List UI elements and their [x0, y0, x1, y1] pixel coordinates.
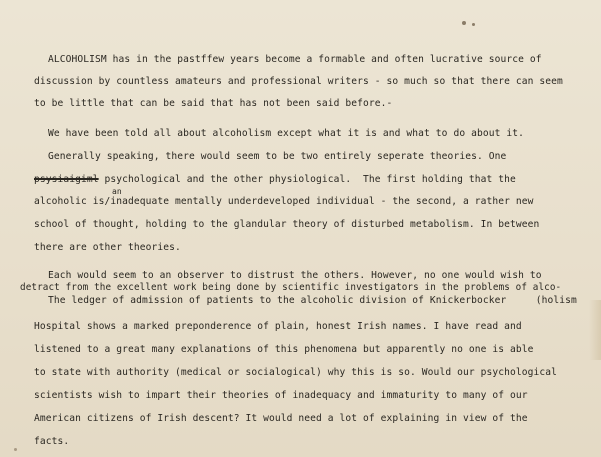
text-line-6 — [34, 174, 516, 186]
text-line-6-rest: psychological and the other physiological. The first holding that the — [98, 174, 516, 185]
text-line-1: ALCOHOLISM has in the pastffew years become a formable and often lucrative source of — [48, 54, 542, 65]
text-line-18: facts. — [34, 436, 70, 447]
text-line-11: detract from the excellent work being done by scientific investigators in the problems of alco- — [20, 282, 562, 293]
text-line-5: Generally speaking, there would seem to be two entirely seperate theories. One — [48, 151, 507, 162]
paper-stain — [589, 300, 601, 360]
ink-spot — [462, 21, 466, 25]
text-line-12: The ledger of admission of patients to the alcoholic division of Knickerbocker (holism — [48, 295, 577, 306]
text-line-13: Hospital shows a marked preponderence of plain, honest Irish names. I have read and — [34, 321, 522, 332]
ink-spot — [472, 23, 475, 26]
text-line-15: to state with authority (medical or socialogical) why this is so. Would our psychological — [34, 367, 557, 378]
text-line-8: school of thought, holding to the glandular theory of disturbed metabolism. In between — [34, 219, 540, 230]
text-line-7: alcoholic is/inadequate mentally underdeveloped individual - the second, a rather new — [34, 196, 534, 207]
inserted-word: an — [112, 187, 122, 196]
text-line-9: there are other theories. — [34, 242, 181, 253]
text-line-4: We have been told all about alcoholism except what it is and what to do about it. — [48, 128, 524, 139]
ink-spot — [14, 448, 17, 451]
text-line-2: discussion by countless amateurs and professional writers - so much so that there can seem — [34, 76, 563, 87]
struck-out-word: psysiaigiml — [34, 174, 99, 185]
text-line-16: scientists wish to impart their theories of inadequacy and immaturity to many of our — [34, 390, 528, 401]
text-line-14: listened to a great many explanations of this phenomena but apparently no one is able — [34, 344, 534, 355]
text-line-17: American citizens of Irish descent? It would need a lot of explaining in view of the — [34, 413, 528, 424]
text-line-3: to be little that can be said that has not been said before.- — [34, 98, 393, 109]
text-line-10: Each would seem to an observer to distrust the others. However, no one would wish to — [48, 270, 542, 281]
